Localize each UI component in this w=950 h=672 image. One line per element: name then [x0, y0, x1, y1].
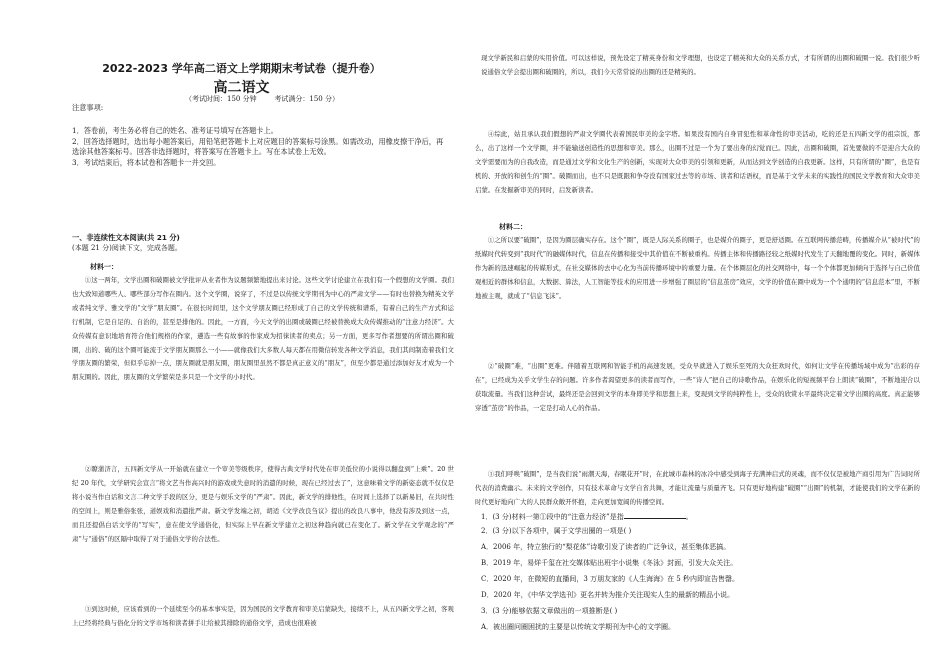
material2-paragraph-1: ①之所以要“破圈”，是因为圈层确实存在。这个“圈”，既是人际关系的圈子，也是媒介的圈子，更是舒适圈。在互联网传播范畴，传播媒介从“被时代”的纸媒时代转变到“我时代”的融媒体时代，信息在传播和接受中其价值在不断被重构。传播主体和传播路径较之纸媒时代发生了天翻地覆的变化。同时，新媒体作为新的迅速崛起的传媒形式，在社交媒体的去中心化为当前传播环境中的重要力量。在个体圈层化的社交网络中，每一个个体都更加倾向于选择与自己价值观相近的群体和信息，大数据、算法，人工智能等技术的应用进一步增强了圈层的“信息茧房”效应，文学的价值在圈中成为一个个通明的“信息范本”里，不断地被主观，就成了“信息飞沫”。 — [475, 236, 920, 300]
section-intro: (本题 21 分)阅读下文，完成各题。 — [72, 244, 182, 252]
material1-paragraph-1: ①这一两年，文学出圈和破圈被文学批评从业者作为议题频繁地提出来讨论。这些文学讨论建立在我们有一个假想的文学圈。我们也大致知道哪些人、哪些部分写作在圈内。这个文学圈，说穿了，不过是以传统文学期刊为中心的严肃文学——有时也替换为精英文学或者纯文学、雅文学的“文学”朋友圈”。在很长时间里，这个文学朋友圈已经形成了自己的文学传统和谱系，有着自己的生产方式和运行机制，它是自足的、自治的，甚至是排他的。因此，一方面，今天文学的出圈或破圈已经被替换成大众传媒推动的“注意力经济”。大众传媒有意识地培育符合他们规格的作家，遴选一些有故事的作家成为招徕读者的卖点；另一方面，更多写作者想要的所谓出圈和破圈，出的、破的这个圈可能流于文学朋友圈那么一小——就像我们大多数人每天都在用微信转发各种文学消息，我们其间制造着我们文学朋友圈的繁荣，但似乎忘掉一点，朋友圈就是朋友圈，朋友圈里虽然不都是真正意义的“朋友”，但至少都是通过添加好友才成为一个朋友圈的。因此，朋友圈的文学繁荣是多只是一个文学的小时代。 — [72, 276, 454, 382]
material2-label: 材料二： — [499, 222, 527, 231]
material1-paragraph-2: ②瞭蒲济言，五四新文学从一开始就在建立一个审美等级秩序，使得古典文学时代处在审美低位的小说得以翻盘到“上乘”。20 世纪 20 年代，文学研究会宣言“将文艺当作高兴时的游戏或失意时的消遣的时候，现在已经过去了”，这意味着文学的新姿态就不仅仅是将小说当作白话和文言二种文学手段的区分，更是与娱乐文学的“严肃”。因此，新文学的排他性，在时间上选择了以新易旧，在共时性的空间上，则是雅俗张张，道娱戏和消遣批严肃。新文学发端之初，胡适《文学改良刍议》提出的改良八事中，他没有涉及到这一点，而且还提倡白话文学的“写实”，意在使文学通俗化，但实际上早在新文学建立之初这种趋向就已在变化了。新文学在文学观念的“严肃”与“通俗”的区隔中取得了对于通俗文学的合法性。 — [72, 465, 454, 543]
material1-paragraph-4: ④综此，姑且承认我们假想的严肃文学圈代表着国民审美的金字塔。如果没有国内自身冒犯性和革命性的审美活动，吃的还是五四新文学的祖宗饭，那么，出了这样一个文学圈，并不能输送创造性的思想和审美。那么，出圈不过是一个为了要出身的幻觉而已。因此，出圈和破圈，首先要做的不是迎合大众的文学需要而为的自我改造，而是通过文学和文化生产的创新，实现对大众审美的引领和更新，从而达到文学创造的自我更新。这样，只有所谓的“圈”，也是有机的、开放的和创生的“圈”。破圈而出，也不只是既跟和争夺没有国家过去等的市场、读者和话语权，而是基于文学未来的实践性的国民文学教育和大众审美启蒙。在发掘新审美的同时，启发新读者。 — [475, 130, 920, 194]
note-item: 1．答卷前，考生务必将自己的姓名、准考证号填写在答题卡上。 — [72, 126, 278, 135]
subject-title: 高二语文 — [213, 80, 270, 96]
section-title: 一、非连续性文本阅读(共 21 分) — [72, 233, 180, 242]
material1-label: 材料一： — [90, 262, 118, 271]
question-3-option-a[interactable]: A．被出圈问圈困扰的主要是以传统文学期刊为中心的文学圈。 — [481, 623, 676, 631]
material2-paragraph-3: ③我们呼唤“破圈”，是当我们说“雨潮天海，春眠花开”时，在此城市森林的冰冷中感受到海子充满神启式的灵魂，而不仅仅是被地产商引用为广告词时所代表的消费幽示。未来的文学创作，只有技术革命与文学自省共舞，才能让流量与质量齐飞。只有更好地构建“破圈”“出圈”的机制，才能使我们的文学在新的时代更好地向广大的人民群众敞开怀抱，走向更加宽阔的传播空间。 — [475, 470, 920, 506]
exam-meta: （考试时间：150 分钟 考试满分：150 分） — [185, 95, 339, 103]
question-2: 2．(3 分)以下各项中，属于文学出圈的一项是( ) — [481, 527, 632, 535]
question-1-text: 1．(3 分)材料一第①段中的“注意力经济”是指 — [481, 513, 624, 521]
material2-paragraph-2: ②“破圈”难，“出圈”更难。伴随着互联网和智能手机的高速发展，受众早就进入了娱乐至死的大众狂欢时代，如何让文学在传播场域中成为“出彩的存在”，已经成为关乎文学生存的问题。许多作者渴望更多的读者而写作，一些“诗人”把自己的诗歌作品，在娱乐化的短视频平台上朗读“破圈”，不断地迎合以获取流量。当我们这种尝试，最终还是会回到文学的本身即美学和思想上来，变现到文学的纯粹性上，受众的欣赏水平最终决定着文学出圈的高度。真正能够穿透“茧房”的作品，一定是打动人心的作品。 — [475, 362, 920, 412]
question-2-option-c[interactable]: C．2020 年，在微短的直播间，3 万朋友家的《人生海海》在 5 秒内即宣告售罄。 — [481, 575, 739, 583]
right-column — [475, 0, 950, 672]
note-item: 2．回答选择题时，选出每小题答案后，用铅笔把答题卡上对应题目的答案标号涂黑。如需改动，用橡皮擦干净后，再选涂其他答案标号。回答非选择题时，将答案写在答题卡上。写在本试卷上无效。 — [72, 137, 444, 156]
exam-title: 2022-2023 学年高二语文上学期期末考试卷（提升卷） — [102, 62, 381, 75]
question-2-option-b[interactable]: B．2019 年，易烊千玺在社交媒体贴出班宇小说集《冬泳》封面，引发大众关注。 — [481, 559, 738, 567]
material1-paragraph-3-continued: 现文学新民和启蒙的实用价值。可以这样说，预先设定了精英身份和文学理想，也设定了精英和大众的关系方式，才有所谓的出圈和破圈一说。我们很少听说通俗文学会提出圈和破圈的，所以，我们今天常常说的出圈的还是精英的。 — [481, 54, 920, 76]
note-item: 3．考试结束后，将本试卷和答题卡一并交回。 — [72, 158, 221, 167]
material1-paragraph-3: ③到这时候，应该看到的一个延续至今的基本事实是，因为国民的文学教育和审美启蒙缺失，接续不上，从五四新文学之初，客观上已经将经典与俗化分的文学市场和读者拼手让给被其排除的通俗文学，造成也很难被 — [72, 605, 454, 627]
question-2-option-a[interactable]: A．2006 年，特立独行的“梨花体”诗歌引发了读者的广泛争议，甚至集体恶搞。 — [481, 543, 731, 551]
question-3: 3．(3 分)能够依据文章做出的一项推断是( ) — [481, 607, 618, 615]
question-1: 1．(3 分)材料一第①段中的“注意力经济”是指 。 — [481, 510, 921, 522]
question-2-option-d[interactable]: D．2020 年，《中华文学选刊》更名并转为推介关注现实人生的最新的精品小说。 — [481, 591, 735, 599]
notes-heading: 注意事项: — [72, 103, 104, 112]
answer-blank[interactable] — [624, 510, 686, 519]
